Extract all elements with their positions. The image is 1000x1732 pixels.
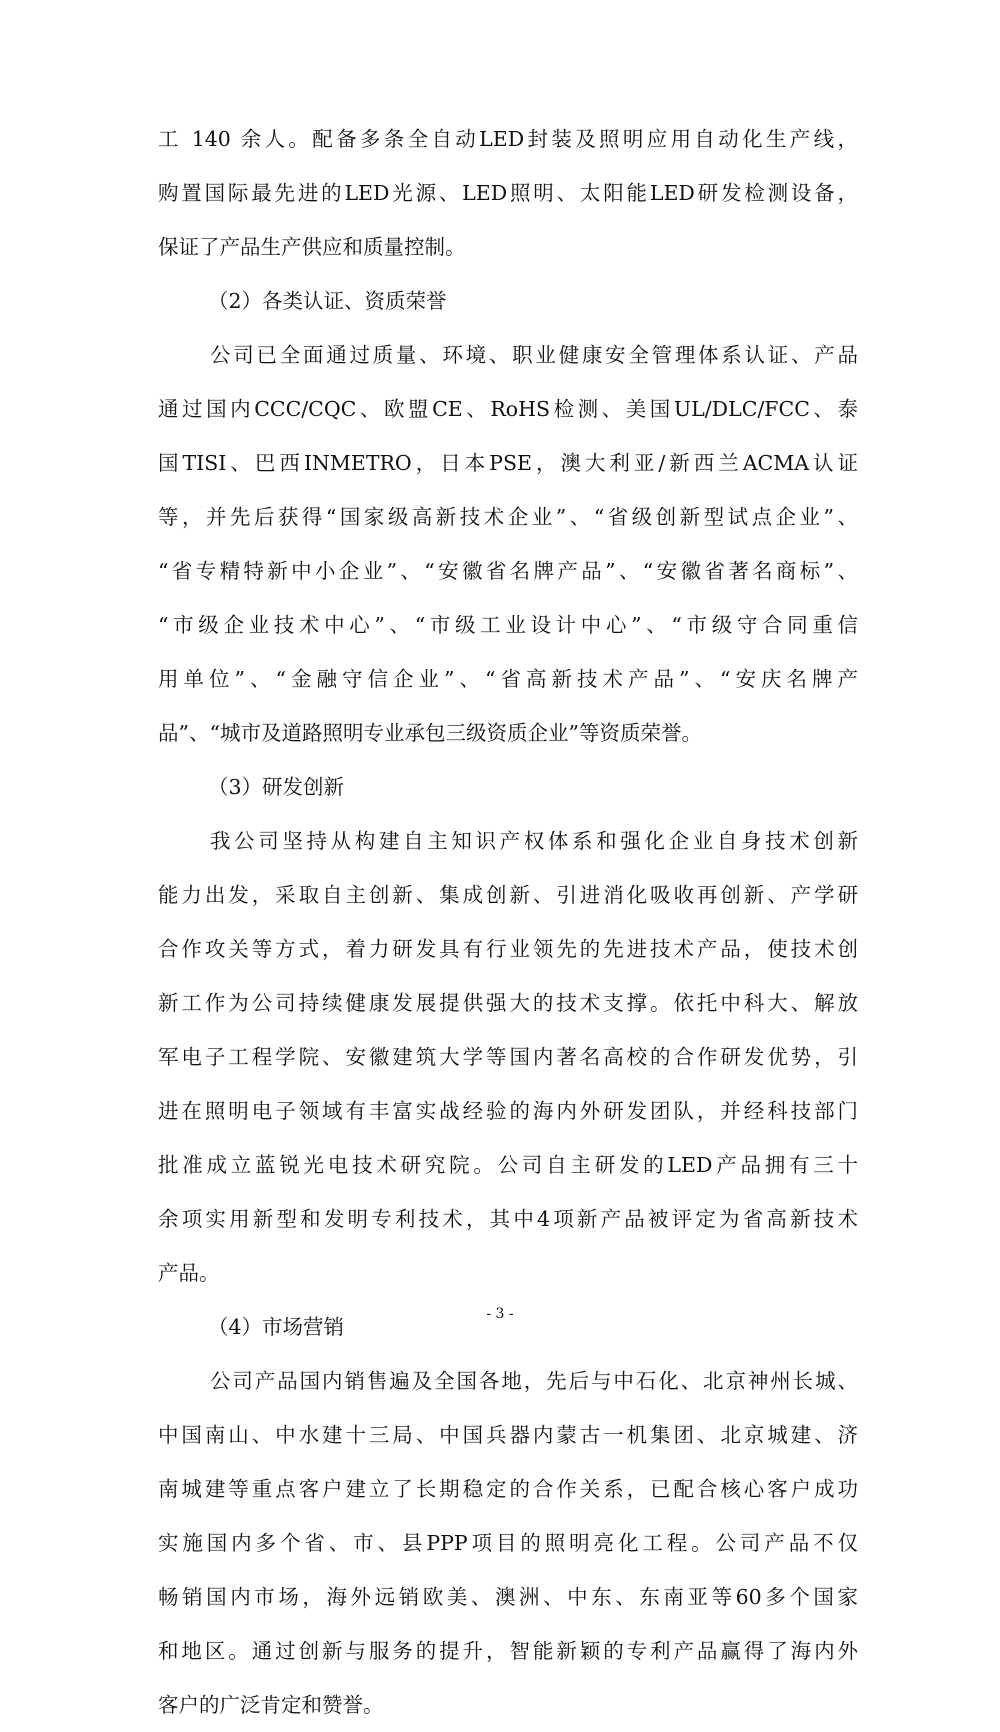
text-line: 购置国际最先进的LED光源、LED照明、太阳能LED研发检测设备， [158, 181, 858, 205]
text-line: 中国南山、中水建十三局、中国兵器内蒙古一机集团、北京城建、济 [158, 1423, 858, 1447]
text-line: 进在照明电子领域有丰富实战经验的海内外研发团队，并经科技部门 [158, 1099, 858, 1123]
section-heading-certifications: （2）各类认证、资质荣誉 [208, 289, 447, 313]
text-line: 等，并先后获得“国家级高新技术企业”、“省级创新型试点企业”、 [158, 505, 858, 529]
text-line: 军电子工程学院、安徽建筑大学等国内著名高校的合作研发优势，引 [158, 1045, 858, 1069]
text-line: “市级企业技术中心”、“市级工业设计中心”、“市级守合同重信 [158, 613, 858, 637]
page-number: - 3 - [486, 1306, 514, 1322]
text-line: 国TISI、巴西INMETRO，日本PSE，澳大利亚/新西兰ACMA认证 [158, 451, 858, 475]
text-line: 公司已全面通过质量、环境、职业健康安全管理体系认证、产品 [210, 343, 858, 367]
text-line: 通过国内CCC/CQC、欧盟CE、RoHS检测、美国UL/DLC/FCC、泰 [158, 397, 858, 421]
text-line: 公司产品国内销售遍及全国各地，先后与中石化、北京神州长城、 [210, 1369, 858, 1393]
text-line: 工 140 余人。配备多条全自动LED封装及照明应用自动化生产线， [158, 127, 858, 151]
body-text [158, 112, 858, 1732]
text-line: 能力出发，采取自主创新、集成创新、引进消化吸收再创新、产学研 [158, 883, 858, 907]
text-line: “省专精特新中小企业”、“安徽省名牌产品”、“安徽省著名商标”、 [158, 559, 858, 583]
section-heading-marketing: （4）市场营销 [208, 1315, 345, 1339]
text-line: 新工作为公司持续健康发展提供强大的技术支撑。依托中科大、解放 [158, 991, 858, 1015]
text-line: 余项实用新型和发明专利技术，其中4项新产品被评定为省高新技术 [158, 1207, 858, 1231]
text-line: 和地区。通过创新与服务的提升，智能新颖的专利产品赢得了海内外 [158, 1639, 858, 1663]
text-line: 批准成立蓝锐光电技术研究院。公司自主研发的LED产品拥有三十 [158, 1153, 858, 1177]
text-line: 品”、“城市及道路照明专业承包三级资质企业”等资质荣誉。 [158, 721, 702, 745]
text-line: 产品。 [158, 1261, 220, 1285]
text-line: 用单位”、“金融守信企业”、“省高新技术产品”、“安庆名牌产 [158, 667, 858, 691]
text-line: 实施国内多个省、市、县PPP项目的照明亮化工程。公司产品不仅 [158, 1531, 858, 1555]
text-line: 客户的广泛肯定和赞誉。 [158, 1693, 384, 1717]
text-line: 保证了产品生产供应和质量控制。 [158, 235, 466, 259]
text-line: 南城建等重点客户建立了长期稳定的合作关系，已配合核心客户成功 [158, 1477, 858, 1501]
section-heading-rnd: （3）研发创新 [208, 775, 345, 799]
text-line: 我公司坚持从构建自主知识产权体系和强化企业自身技术创新 [210, 829, 858, 853]
text-line: 合作攻关等方式，着力研发具有行业领先的先进技术产品，使技术创 [158, 937, 858, 961]
text-line: 畅销国内市场，海外远销欧美、澳洲、中东、东南亚等60多个国家 [158, 1585, 858, 1609]
